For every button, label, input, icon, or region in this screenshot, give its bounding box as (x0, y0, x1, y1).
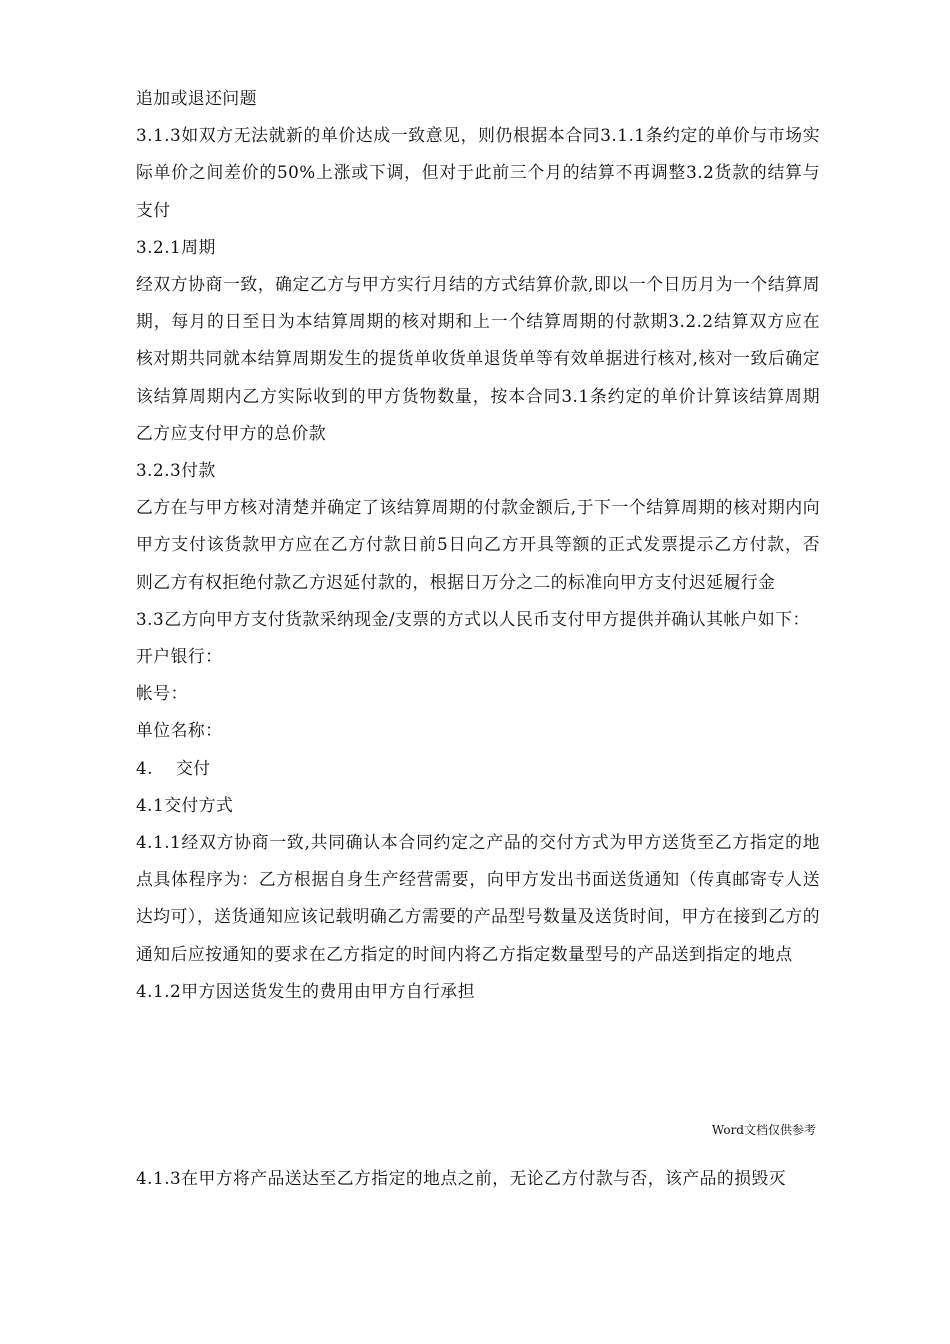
section-heading (136, 750, 820, 787)
section-title: 交付 (176, 757, 211, 778)
paragraph: 4.1.2甲方因送货发生的费用由甲方自行承担 (136, 980, 475, 1001)
footer-note: Word文档仅供参考 (711, 1123, 816, 1137)
paragraph: 3.2.1周期 (136, 236, 216, 257)
paragraph: 追加或退还问题 (136, 88, 257, 108)
paragraph: 3.2.3付款 (136, 460, 216, 481)
bank-label: 开户银行： (136, 646, 223, 667)
paragraph: 3.3乙方向甲方支付货款采纳现金/支票的方式以人民币支付甲方提供并确认其帐户如下： (136, 608, 810, 629)
paragraph: 乙方在与甲方核对清楚并确定了该结算周期的付款金额后,于下一个结算周期的核对期内向甲方支付该货款甲方应在乙方付款日前5日向乙方开具等额的正式发票提示乙方付款，否则乙方有权拒绝付款乙方迟延付款的，根据日万分之二的标准向甲方支付迟延履行金 (136, 497, 820, 592)
document-body (136, 80, 820, 1010)
paragraph: 4.1.1经双方协商一致,共同确认本合同约定之产品的交付方式为甲方送货至乙方指定的地点具体程序为：乙方根据自身生产经营需要，向甲方发出书面送货通知（传真邮寄专人送达均可），送货通知应该记载明确乙方需要的产品型号数量及送货时间，甲方在接到乙方的通知后应按通知的要求在乙方指定的时间内将乙方指定数量型号的产品送到指定的地点 (136, 832, 820, 964)
paragraph: 3.1.3如双方无法就新的单价达成一致意见，则仍根据本合同3.1.1条约定的单价与市场实际单价之间差价的50%上涨或下调，但对于此前三个月的结算不再调整3.2货款的结算与支付 (136, 125, 820, 220)
paragraph: 4.1交付方式 (136, 794, 234, 815)
paragraph: 经双方协商一致，确定乙方与甲方实行月结的方式结算价款,即以一个日历月为一个结算周期，每月的日至日为本结算周期的核对期和上一个结算周期的付款期3.2.2结算双方应在核对期共同就本结算周期发生的提货单收货单退货单等有效单据进行核对,核对一致后确定该结算周期内乙方实际收到的甲方货物数量，按本合同3.1条约定的单价计算该结算周期乙方应支付甲方的总价款 (136, 274, 820, 443)
section-number: 4. (136, 757, 154, 778)
next-page-paragraph: 4.1.3在甲方将产品送达至乙方指定的地点之前，无论乙方付款与否，该产品的损毁灭 (136, 1168, 787, 1188)
unit-name-label: 单位名称： (136, 720, 223, 741)
account-label: 帐号： (136, 683, 188, 704)
